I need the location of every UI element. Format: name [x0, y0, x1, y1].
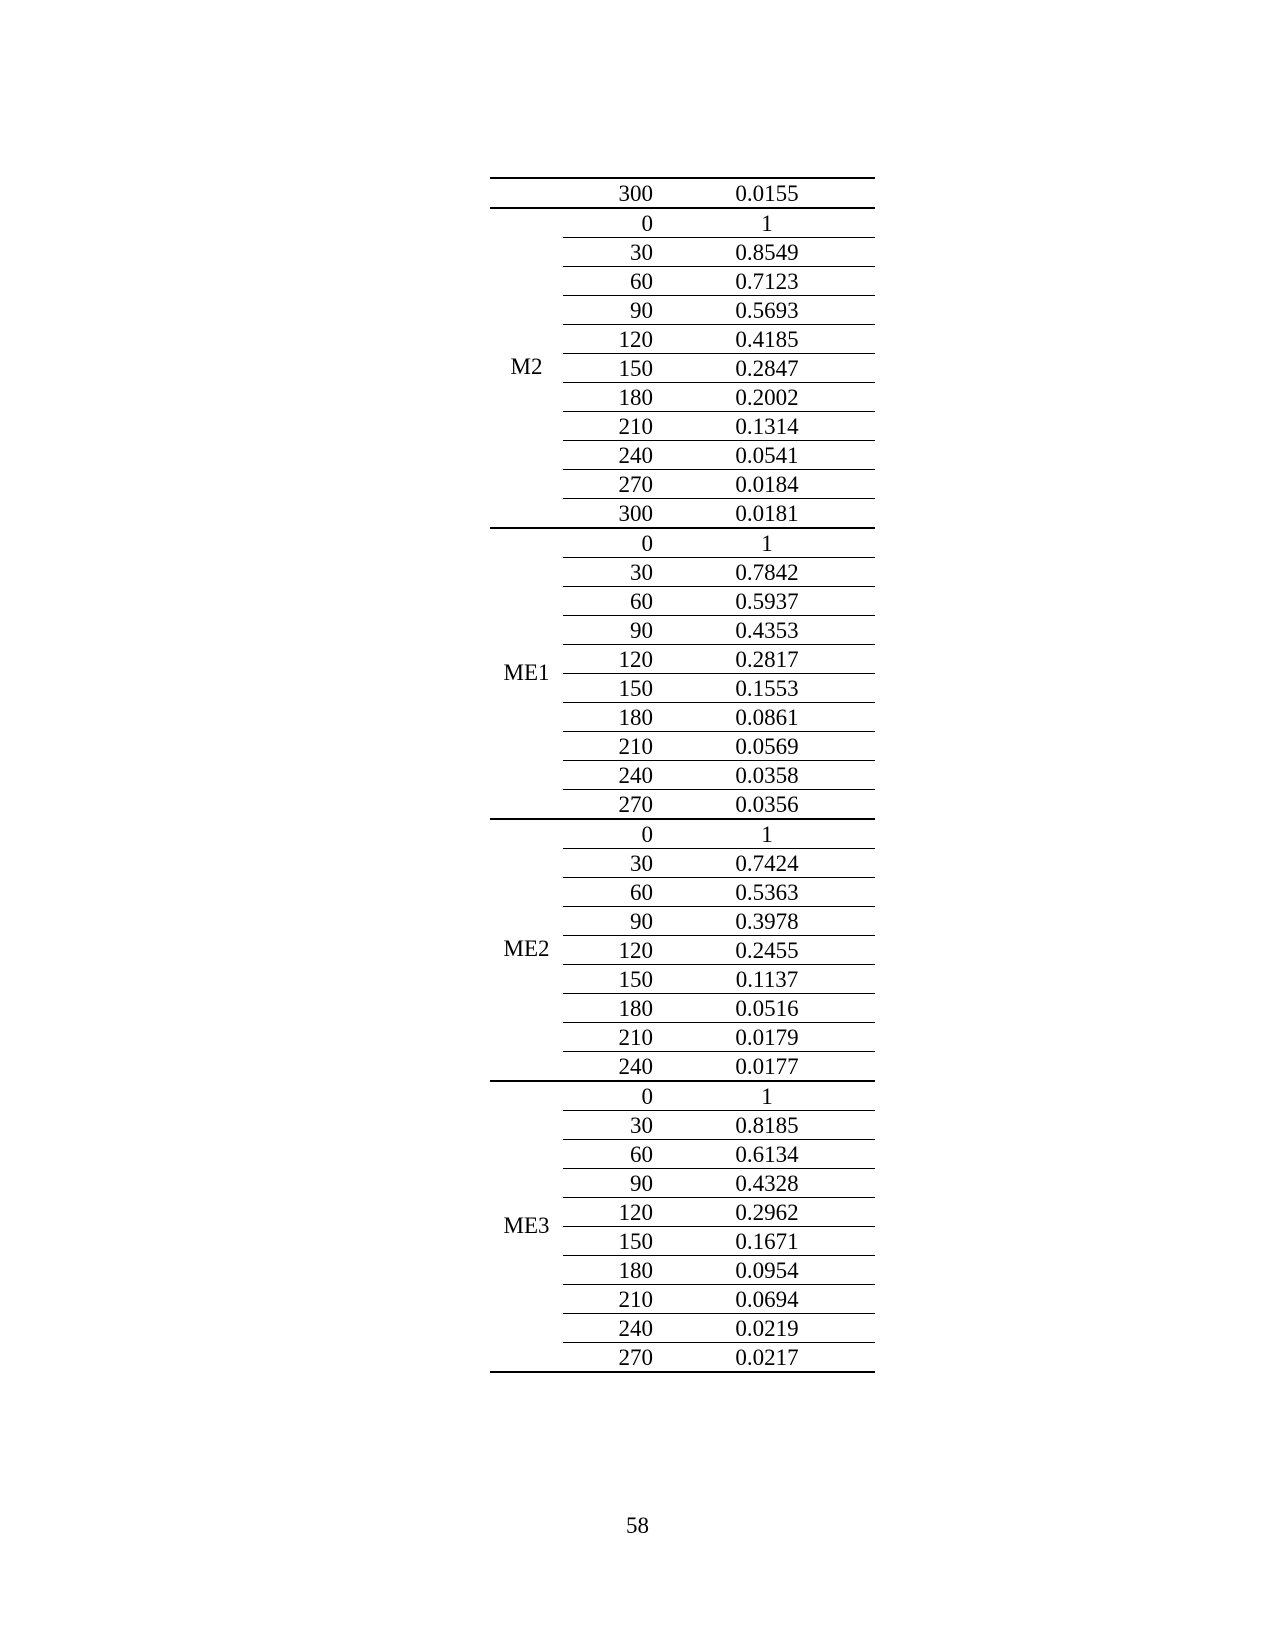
- value-cell: 0.2847: [735, 356, 799, 381]
- time-cell: 180: [618, 1258, 653, 1283]
- time-cell: 30: [630, 1113, 653, 1138]
- value-cell: 0.0184: [735, 472, 799, 497]
- table-row: [563, 353, 875, 382]
- table-row: [563, 1051, 875, 1080]
- group-label: ME3: [503, 1212, 550, 1238]
- value-cell: 0.0569: [735, 734, 799, 759]
- time-cell: 180: [618, 705, 653, 730]
- group-label: ME2: [503, 936, 550, 961]
- time-cell: 0: [641, 531, 653, 556]
- table-row: [563, 1197, 875, 1226]
- table-row: [563, 1255, 875, 1284]
- time-cell: 0: [641, 822, 653, 847]
- table-row: [563, 557, 875, 586]
- value-cell: 0.0219: [735, 1316, 799, 1341]
- value-cell: 0.0177: [735, 1054, 799, 1079]
- table-row: [563, 411, 875, 440]
- time-cell: 300: [618, 501, 653, 526]
- table-group: [490, 1082, 875, 1373]
- time-cell: 120: [618, 938, 653, 963]
- value-cell: 1: [761, 822, 773, 847]
- value-cell: 0.2455: [735, 938, 799, 963]
- table-row: [563, 498, 875, 527]
- time-cell: 90: [630, 909, 653, 934]
- time-cell: 60: [630, 269, 653, 294]
- table-row: [563, 1022, 875, 1051]
- table-row: [563, 440, 875, 469]
- table-row: [563, 179, 875, 207]
- time-cell: 240: [618, 1316, 653, 1341]
- group-rows: [563, 179, 875, 207]
- time-cell: 30: [630, 851, 653, 876]
- time-cell: 30: [630, 560, 653, 585]
- group-rows: [563, 820, 875, 1080]
- table-row: [563, 295, 875, 324]
- time-cell: 270: [618, 1345, 653, 1370]
- table-row: [563, 382, 875, 411]
- table-row: [563, 1110, 875, 1139]
- table-row: [563, 702, 875, 731]
- time-cell: 300: [618, 181, 653, 206]
- group-label: ME1: [503, 659, 550, 685]
- value-cell: 0.0861: [735, 705, 799, 730]
- time-cell: 150: [618, 676, 653, 701]
- table-row: [563, 1342, 875, 1371]
- data-table: [490, 177, 875, 1373]
- value-cell: 0.5937: [735, 589, 799, 614]
- time-cell: 210: [618, 734, 653, 759]
- table-row: [563, 1226, 875, 1255]
- table-group: [490, 209, 875, 529]
- time-cell: 150: [618, 967, 653, 992]
- value-cell: 1: [761, 1084, 773, 1109]
- group-label: [490, 179, 563, 207]
- table-row: [563, 964, 875, 993]
- value-cell: 1: [761, 531, 773, 556]
- time-cell: 150: [618, 1229, 653, 1254]
- value-cell: 0.1671: [735, 1229, 799, 1254]
- time-cell: 90: [630, 298, 653, 323]
- table-row: [563, 324, 875, 353]
- table-row: [563, 1284, 875, 1313]
- value-cell: 0.0356: [735, 792, 799, 817]
- value-cell: 0.5363: [735, 880, 799, 905]
- table-row: [563, 935, 875, 964]
- table-row: [563, 731, 875, 760]
- value-cell: 0.1553: [735, 676, 799, 701]
- group-rows: [563, 209, 875, 527]
- time-cell: 240: [618, 443, 653, 468]
- value-cell: 0.4185: [735, 327, 799, 352]
- table-row: [563, 1139, 875, 1168]
- time-cell: 90: [630, 1171, 653, 1196]
- time-cell: 0: [641, 1084, 653, 1109]
- time-cell: 120: [618, 647, 653, 672]
- value-cell: 0.1314: [735, 414, 799, 439]
- value-cell: 0.6134: [735, 1142, 799, 1167]
- table-row: [563, 266, 875, 295]
- time-cell: 180: [618, 996, 653, 1021]
- table-row: [563, 209, 875, 237]
- table-group: [490, 179, 875, 209]
- time-cell: 120: [618, 327, 653, 352]
- value-cell: 0.0541: [735, 443, 799, 468]
- table-row: [563, 586, 875, 615]
- table-row: [563, 820, 875, 848]
- table-row: [563, 237, 875, 266]
- table-row: [563, 993, 875, 1022]
- value-cell: 0.7123: [735, 269, 799, 294]
- time-cell: 0: [641, 211, 653, 236]
- value-cell: 0.1137: [735, 967, 799, 992]
- time-cell: 60: [630, 589, 653, 614]
- table-row: [563, 877, 875, 906]
- value-cell: 0.0217: [735, 1345, 799, 1370]
- table-row: [563, 848, 875, 877]
- time-cell: 120: [618, 1200, 653, 1225]
- table-group: [490, 820, 875, 1082]
- value-cell: 0.8549: [735, 240, 799, 265]
- group-label: M2: [510, 354, 543, 379]
- table-row: [563, 529, 875, 557]
- time-cell: 270: [618, 792, 653, 817]
- table-row: [563, 760, 875, 789]
- time-cell: 240: [618, 1054, 653, 1079]
- table-row: [563, 615, 875, 644]
- time-cell: 180: [618, 385, 653, 410]
- value-cell: 0.3978: [735, 909, 799, 934]
- table-row: [563, 469, 875, 498]
- value-cell: 0.8185: [735, 1113, 799, 1138]
- value-cell: 0.2962: [735, 1200, 799, 1225]
- value-cell: 0.4353: [735, 618, 799, 643]
- value-cell: 0.4328: [735, 1171, 799, 1196]
- value-cell: 0.2002: [735, 385, 799, 410]
- table-row: [563, 789, 875, 818]
- value-cell: 0.0358: [735, 763, 799, 788]
- group-rows: [563, 529, 875, 818]
- table-row: [563, 1082, 875, 1110]
- time-cell: 60: [630, 880, 653, 905]
- time-cell: 30: [630, 240, 653, 265]
- value-cell: 0.0516: [735, 996, 799, 1021]
- value-cell: 0.2817: [735, 647, 799, 672]
- table-row: [563, 644, 875, 673]
- time-cell: 210: [618, 1287, 653, 1312]
- table-row: [563, 1168, 875, 1197]
- value-cell: 0.0155: [735, 181, 799, 206]
- value-cell: 1: [761, 211, 773, 236]
- time-cell: 210: [618, 1025, 653, 1050]
- value-cell: 0.7424: [735, 851, 799, 876]
- page-number: 58: [626, 1513, 649, 1538]
- group-rows: [563, 1082, 875, 1371]
- time-cell: 150: [618, 356, 653, 381]
- table-group: [490, 529, 875, 820]
- value-cell: 0.0694: [735, 1287, 799, 1312]
- value-cell: 0.0179: [735, 1025, 799, 1050]
- time-cell: 210: [618, 414, 653, 439]
- time-cell: 60: [630, 1142, 653, 1167]
- time-cell: 270: [618, 472, 653, 497]
- value-cell: 0.0181: [735, 501, 799, 526]
- value-cell: 0.7842: [735, 560, 799, 585]
- value-cell: 0.0954: [735, 1258, 799, 1283]
- table-row: [563, 1313, 875, 1342]
- table-row: [563, 906, 875, 935]
- value-cell: 0.5693: [735, 298, 799, 323]
- time-cell: 240: [618, 763, 653, 788]
- time-cell: 90: [630, 618, 653, 643]
- table-row: [563, 673, 875, 702]
